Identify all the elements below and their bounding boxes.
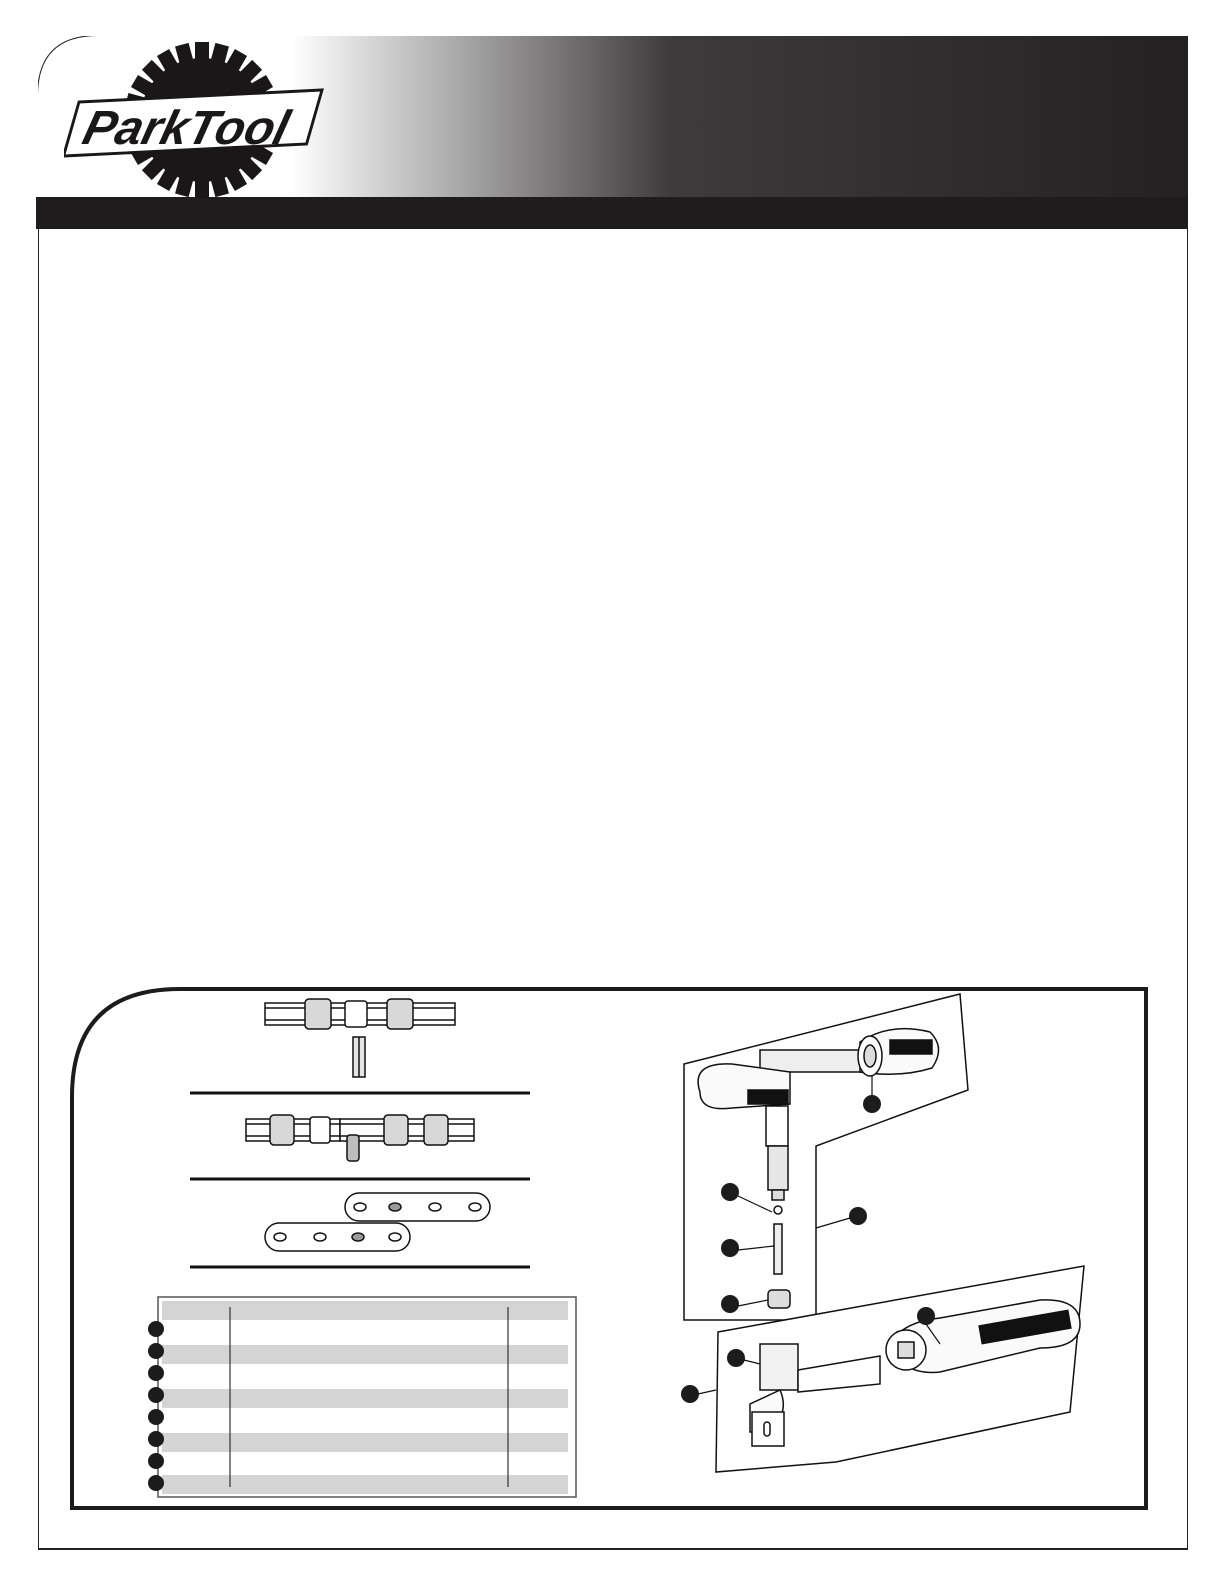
parts-table-grid <box>140 1295 580 1500</box>
parts-table <box>140 1295 580 1500</box>
svg-text:ParkTool: ParkTool <box>77 101 295 155</box>
chain-side-view-with-pin <box>265 999 455 1077</box>
content-area <box>60 240 1160 970</box>
header-bar <box>36 197 1188 229</box>
chain-separated-with-pin <box>246 1115 474 1161</box>
chain-tool-drawing <box>640 992 1100 1482</box>
chain-links-top-view <box>265 1193 490 1251</box>
chain-illustrations <box>180 995 540 1275</box>
bottom-rule <box>38 1548 1188 1550</box>
park-tool-logo <box>64 40 334 200</box>
